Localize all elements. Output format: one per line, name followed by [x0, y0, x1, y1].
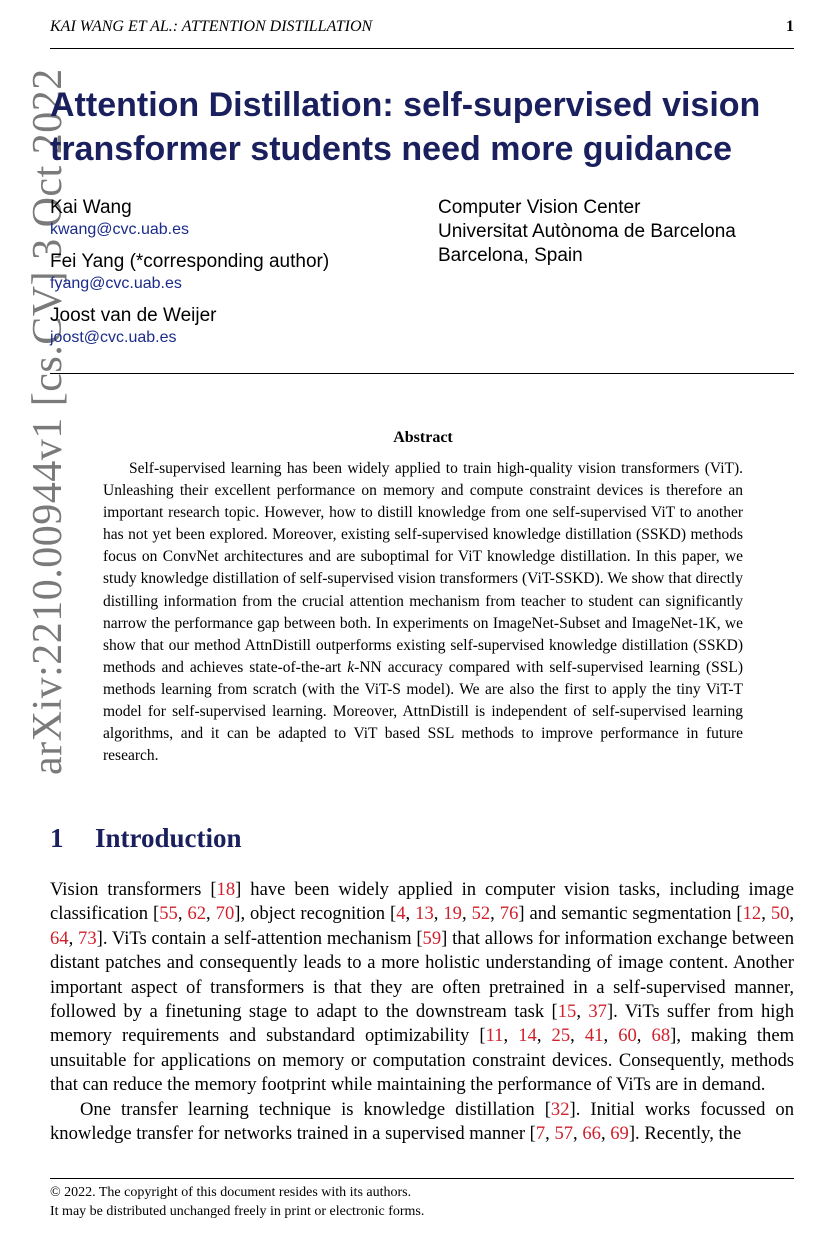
header-rule	[50, 48, 794, 49]
author-email-link[interactable]: fyang@cvc.uab.es	[50, 275, 182, 292]
arxiv-stamp: arXiv:2210.00944v1 [cs.CV] 3 Oct 2022	[25, 68, 71, 775]
affiliation-line: Barcelona, Spain	[438, 245, 583, 266]
citation-link[interactable]: 55	[159, 903, 178, 925]
paper-title: Attention Distillation: self-supervised vision transformer students need more guidance	[50, 86, 761, 168]
citation-link[interactable]: 59	[422, 927, 442, 949]
abstract-text	[103, 458, 743, 767]
running-header	[50, 18, 794, 48]
running-header-title: KAI WANG ET AL.: ATTENTION DISTILLATION	[50, 18, 373, 35]
introduction-body	[50, 878, 794, 1146]
author-email-link[interactable]: kwang@cvc.uab.es	[50, 221, 189, 238]
citation-link[interactable]: 41	[584, 1025, 604, 1047]
footer-line: It may be distributed unchanged freely in print or electronic forms.	[50, 1204, 425, 1219]
citation-link[interactable]: 25	[551, 1025, 571, 1047]
citation-link[interactable]: 57	[554, 1123, 574, 1145]
author-name: Joost van de Weijer	[50, 305, 217, 326]
citation-link[interactable]: 66	[582, 1123, 601, 1145]
footer-line: © 2022. The copyright of this document resides with its authors.	[50, 1185, 412, 1200]
citation-link[interactable]: 15	[557, 1001, 577, 1023]
citation-link[interactable]: 73	[78, 927, 97, 949]
citation-link[interactable]: 37	[588, 1001, 607, 1023]
author-name: Kai Wang	[50, 197, 132, 218]
affiliation	[438, 196, 798, 268]
citation-link[interactable]: 69	[610, 1123, 629, 1145]
citation-link[interactable]: 11	[485, 1025, 504, 1047]
citation-link[interactable]: 62	[187, 903, 207, 925]
author-email-link[interactable]: joost@cvc.uab.es	[50, 329, 177, 346]
citation-link[interactable]: 14	[518, 1025, 537, 1047]
affiliation-line: Universitat Autònoma de Barcelona	[438, 221, 736, 242]
paragraph: One transfer learning technique is knowledge distillation [32]. Initial works focussed on knowledge transfer for networks trained in a supervised manner [7, 57, 66, 69]. Recently, the	[50, 1098, 794, 1145]
citation-link[interactable]: 32	[550, 1098, 570, 1120]
section-heading-introduction	[50, 823, 242, 854]
abstract-text-part: -NN accuracy compared with self-supervised learning (SSL) methods learning from scratch (with the ViT-S model). We are also the first to apply the tiny ViT-T model for self-supervised learning. Moreover, AttnDistill is independent of self-supervised learning algorithms, and it can be adapted to ViT based SSL methods to improve performance in future research.	[103, 658, 743, 765]
paragraph: Vision transformers [18] have been widely applied in computer vision tasks, including image classification [55, 62, 70], object recognition [4, 13, 19, 52, 76] and semantic segmentation [12, 50, 64, 73]. ViTs contain a self-attention mechanism [59] that allows for information exchange between distant patches and consequently leads to a more holistic understanding of image content. Another important aspect of transformers is that they are often pretrained in a self-supervised manner, followed by a finetuning stage to adapt to the downstream task [15, 37]. ViTs suffer from high memory requirements and substandard optimizability [11, 14, 25, 41, 60, 68], making them unsuitable for applications on memory or computation constraint devices. Consequently, methods that can reduce the memory footprint while maintaining the performance of ViTs are in demand.	[50, 879, 795, 1096]
citation-link[interactable]: 12	[742, 903, 762, 925]
copyright-footer	[50, 1183, 794, 1221]
title-separator-rule	[50, 373, 794, 374]
page-number: 1	[786, 18, 794, 35]
footer-rule	[50, 1178, 794, 1179]
section-title: Introduction	[95, 823, 242, 853]
citation-link[interactable]: 18	[216, 879, 236, 900]
citation-link[interactable]: 64	[50, 927, 69, 949]
section-number: 1	[50, 823, 64, 853]
author-list	[50, 196, 420, 358]
author-name: Fei Yang (*corresponding author)	[50, 251, 330, 272]
affiliation-line: Computer Vision Center	[438, 197, 641, 218]
abstract-k-symbol: k	[347, 658, 355, 676]
abstract-text-part: Self-supervised learning has been widely applied to train high-quality vision transformers (ViT). Unleashing their excellent performance on memory and compute constraint devices is therefore an important research topic. However, how to distill knowledge from one self-supervised ViT to another has not yet been explored. Moreover, existing self-supervised knowledge distillation (SSKD) methods focus on ConvNet architectures and are suboptimal for ViT knowledge distillation. In this paper, we study knowledge distillation of self-supervised vision transformers (ViT-SSKD). We show that directly distilling information from the crucial attention mechanism from teacher to student can significantly narrow the performance gap between both. In experiments on ImageNet-Subset and ImageNet-1K, we show that our method AttnDistill outperforms existing self-supervised knowledge distillation (SSKD) methods and achieves state-of-the-art	[103, 460, 743, 676]
citation-link[interactable]: 50	[770, 903, 790, 925]
citation-link[interactable]: 4	[396, 903, 406, 925]
citation-link[interactable]: 60	[618, 1025, 637, 1047]
citation-link[interactable]: 76	[499, 903, 519, 925]
citation-link[interactable]: 19	[443, 903, 462, 925]
citation-link[interactable]: 13	[415, 903, 434, 925]
abstract-heading: Abstract	[393, 429, 453, 446]
citation-link[interactable]: 7	[535, 1123, 546, 1145]
citation-link[interactable]: 70	[215, 903, 235, 925]
citation-link[interactable]: 52	[471, 903, 491, 925]
citation-link[interactable]: 68	[651, 1025, 671, 1047]
